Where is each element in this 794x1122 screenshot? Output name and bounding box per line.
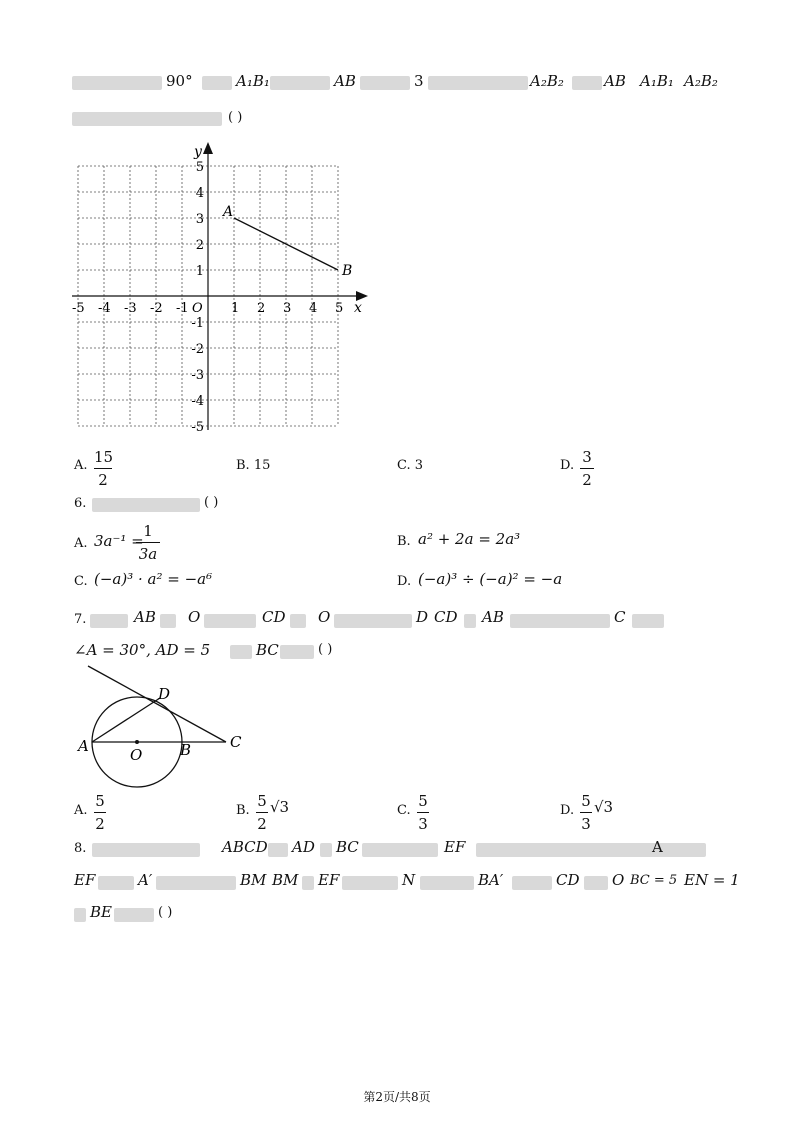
q6-number: 6.: [74, 496, 87, 511]
q7-option-a-fraction: [94, 792, 106, 833]
q7-math-ab2: AB: [482, 608, 504, 626]
q7-option-d-root: √3: [594, 798, 614, 816]
q7-option-a-label[interactable]: A.: [74, 803, 88, 818]
q8-math-a-prime: A′: [138, 871, 153, 889]
q7-math-cd2: CD: [434, 608, 458, 626]
q5-angle-90: 90°: [166, 72, 193, 90]
q5-seg-ab-2: AB: [604, 72, 626, 90]
numerator: 5: [257, 792, 267, 810]
q5-option-c[interactable]: C. 3: [397, 458, 424, 473]
q7-option-c-fraction: [417, 792, 429, 833]
y-tick: 3: [195, 212, 204, 227]
q6-option-b-label[interactable]: B.: [397, 534, 411, 549]
q5-text-line1-part3: [270, 76, 330, 90]
q7-answer-paren: ( ): [318, 642, 333, 657]
q7-option-c-label[interactable]: C.: [397, 803, 411, 818]
q8-text-line2-part7: [584, 876, 608, 890]
label-c: C: [230, 733, 242, 751]
x-tick: -4: [98, 301, 111, 316]
x-tick: -2: [150, 301, 163, 316]
q5-seg-a1b1: A₁B₁: [236, 72, 270, 90]
point-a-label: A: [223, 204, 234, 220]
q7-math-cd: CD: [262, 608, 286, 626]
q8-math-bc: BC: [336, 838, 359, 856]
axes: [72, 146, 362, 430]
q8-math-bc5: BC = 5: [630, 873, 678, 888]
page-footer: 第2页/共8页: [363, 1090, 431, 1104]
q7-text-part4: [290, 614, 306, 628]
q7-math-o1: O: [188, 608, 201, 626]
y-tick: -3: [191, 368, 204, 383]
q8-text-part1: [92, 843, 200, 857]
q7-text-part7: [510, 614, 610, 628]
q7-option-d-label[interactable]: D.: [560, 803, 575, 818]
q7-text-part3: [204, 614, 256, 628]
q5-seg-ab: AB: [334, 72, 356, 90]
point-b-label: B: [342, 263, 353, 279]
q6-option-d-expr: (−a)³ ÷ (−a)² = −a: [418, 570, 563, 588]
q8-number: 8.: [74, 841, 87, 856]
q8-math-ad: AD: [292, 838, 315, 856]
q7-text-part1: [90, 614, 128, 628]
q5-option-d-label[interactable]: D.: [560, 458, 575, 473]
q7-option-d-fraction: [580, 792, 592, 833]
numerator: 5: [95, 792, 105, 810]
q6-option-a-lhs: 3a⁻¹ =: [94, 532, 144, 550]
q8-math-ef-3: EF: [318, 871, 340, 889]
q6-option-c-expr: (−a)³ · a² = −a⁶: [94, 570, 213, 588]
label-d: D: [158, 685, 171, 703]
y-tick: 1: [195, 264, 204, 279]
q6-option-d-label[interactable]: D.: [397, 574, 412, 589]
q7-option-b-root: √3: [270, 798, 290, 816]
y-tick-labels: [191, 160, 204, 435]
x-tick: 1: [231, 301, 240, 316]
q5-answer-paren: ( ): [228, 110, 243, 125]
q8-math-bm2: BM: [272, 871, 299, 889]
q5-text-line2: [72, 112, 222, 126]
numerator: 5: [418, 792, 428, 810]
q8-math-ba-prime: BA′: [478, 871, 504, 889]
q5-option-a-fraction: [94, 448, 112, 489]
q8-text-line2-part6: [512, 876, 552, 890]
q7-math-o2: O: [318, 608, 331, 626]
q5-coordinate-graph: [70, 140, 370, 435]
denominator: 2: [582, 471, 592, 489]
y-tick: -4: [191, 394, 204, 409]
q8-text-line2-part5: [420, 876, 474, 890]
q7-text-part6: [464, 614, 476, 628]
denominator: 3a: [138, 545, 158, 563]
q6-stem-text: [92, 498, 200, 512]
y-tick: -2: [191, 342, 204, 357]
q7-math-d: D: [416, 608, 429, 626]
y-tick: 2: [195, 238, 204, 253]
x-tick: 4: [309, 301, 318, 316]
q8-text-part2: [268, 843, 288, 857]
q8-answer-paren: ( ): [158, 905, 173, 920]
q8-math-ef-2: EF: [74, 871, 96, 889]
label-b: B: [180, 741, 192, 759]
q7-text-line2-part2: [280, 645, 314, 659]
q8-math-cd: CD: [556, 871, 580, 889]
numerator: 3: [582, 448, 592, 466]
q5-text-line1-part2: [202, 76, 232, 90]
numerator: 15: [94, 448, 114, 466]
q8-text-line2-part1: [98, 876, 134, 890]
x-tick: -5: [72, 301, 85, 316]
q5-seg-a1b1-2: A₁B₁: [640, 72, 674, 90]
y-tick: 5: [195, 160, 204, 175]
denominator: 2: [98, 471, 108, 489]
q5-option-b[interactable]: B. 15: [236, 458, 271, 473]
q7-option-b-label[interactable]: B.: [236, 803, 250, 818]
q8-text-line3-part2: [114, 908, 154, 922]
q8-text-part3: [320, 843, 332, 857]
q6-answer-paren: ( ): [204, 495, 219, 510]
q5-seg-a2b2: A₂B₂: [530, 72, 564, 90]
q5-option-d-fraction: [580, 448, 594, 489]
q8-math-ef: EF: [444, 838, 466, 856]
q7-circle-tangent-figure: [74, 664, 254, 790]
y-tick: -1: [191, 316, 204, 331]
q5-num-3: 3: [414, 72, 424, 90]
q7-text-line2-part1: [230, 645, 252, 659]
q7-text-part2: [160, 614, 176, 628]
q7-text-part5: [334, 614, 412, 628]
q5-text-line1-part4: [360, 76, 410, 90]
q7-option-b-fraction: [256, 792, 268, 833]
denominator: 3: [418, 815, 428, 833]
q8-text-line3-part1: [74, 908, 86, 922]
q7-math-bc: BC: [256, 641, 279, 659]
q6-option-c-label[interactable]: C.: [74, 574, 88, 589]
chord-ad: [92, 698, 160, 742]
q7-number: 7.: [74, 612, 87, 627]
q8-math-abcd: ABCD: [222, 838, 268, 856]
q5-text-line1-part5: [428, 76, 528, 90]
q8-text-line2-part2: [156, 876, 236, 890]
x-tick: -1: [176, 301, 189, 316]
denominator: 2: [95, 815, 105, 833]
q7-math-ab: AB: [134, 608, 156, 626]
q8-math-bm: BM: [240, 871, 267, 889]
q7-given-values: ∠A = 30°, AD = 5: [74, 641, 211, 659]
x-tick: 5: [335, 301, 344, 316]
q8-math-o: O: [612, 871, 625, 889]
y-axis-arrow-icon: [203, 142, 213, 154]
q8-math-be: BE: [90, 903, 112, 921]
q8-text-line2-part3: [302, 876, 314, 890]
numerator: 5: [581, 792, 591, 810]
q8-text-part4: [362, 843, 438, 857]
q8-text-part5: [476, 843, 706, 857]
q6-option-a-fraction: [136, 522, 160, 563]
q7-math-c: C: [614, 608, 626, 626]
q8-math-n: N: [402, 871, 416, 889]
q7-text-part8: [632, 614, 664, 628]
x-tick: 3: [283, 301, 292, 316]
center-point: [135, 740, 139, 744]
y-axis-label: y: [194, 144, 202, 160]
q8-text-line2-part4: [342, 876, 398, 890]
numerator: 1: [143, 522, 153, 540]
q8-math-en1: EN = 1: [684, 871, 740, 889]
q6-option-a-label[interactable]: A.: [74, 536, 88, 551]
y-tick: 4: [195, 186, 204, 201]
denominator: 2: [257, 815, 267, 833]
y-tick: -5: [191, 420, 204, 435]
denominator: 3: [581, 815, 591, 833]
q5-text-line1-part6: [572, 76, 602, 90]
q5-text-line1-part1: [72, 76, 162, 90]
x-axis-label: x: [354, 300, 362, 316]
label-a: A: [78, 737, 89, 755]
q6-option-b-expr: a² + 2a = 2a³: [418, 530, 521, 548]
q5-option-a-label[interactable]: A.: [74, 458, 88, 473]
x-tick: 2: [257, 301, 266, 316]
q8-math-a: A: [652, 838, 663, 856]
x-tick: -3: [124, 301, 137, 316]
origin-label: O: [192, 301, 203, 316]
label-o: O: [130, 746, 143, 764]
q5-seg-a2b2-2: A₂B₂: [684, 72, 718, 90]
